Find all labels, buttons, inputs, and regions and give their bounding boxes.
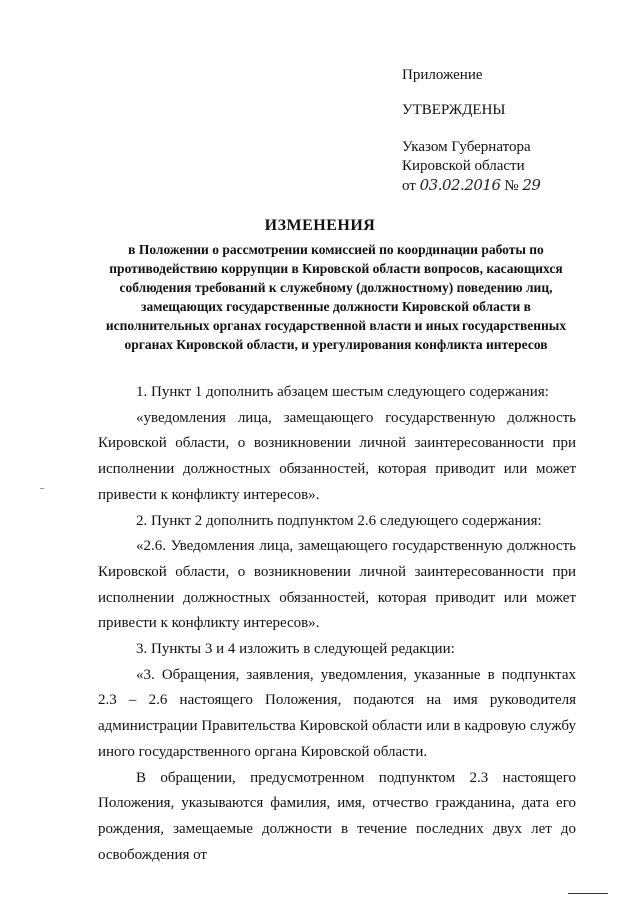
paragraph-4: «2.6. Уведомления лица, замещающего государственную должность Кировской области, о возникновении личной заинтересованности при исполнении должностных обязанностей, которая приводит или может привести к конфликту интересов».: [98, 538, 576, 632]
document-title: ИЗМЕНЕНИЯ: [264, 217, 376, 234]
region-label: Кировской области: [402, 158, 525, 174]
approved-label: УТВЕРЖДЕНЫ: [402, 102, 506, 118]
document-subtitle: в Положении о рассмотрении комиссией по координации работы по противодействию коррупции в Кировской области вопросов, касающихся соблюдения требований к служебному (должностному) поведению лиц, замещающих государственные должности Кировской области в исполнительных органах государственной власти и иных государственных органах Кировской области, и урегулирования конфликта интересов: [105, 242, 567, 352]
handwritten-number: 29: [522, 176, 541, 194]
number-sign: №: [504, 178, 519, 194]
paragraph-7: В обращении, предусмотренном подпунктом 2.3 настоящего Положения, указываются фамилия, имя, отчество гражданина, дата его рождения, замещаемые должности в течение последних двух лет до освобождения от: [98, 769, 576, 863]
decree-label: Указом Губернатора: [402, 139, 531, 155]
paragraph-5: 3. Пункты 3 и 4 изложить в следующей редакции:: [136, 641, 455, 658]
paragraph-2: «уведомления лица, замещающего государственную должность Кировской области, о возникновении личной заинтересованности при исполнении должностных обязанностей, которая приводит или может привести к конфликту интересов».: [98, 409, 576, 503]
document-body: [98, 380, 576, 868]
date-prefix: от: [402, 178, 416, 194]
footer-rule: [568, 893, 608, 894]
appendix-label: Приложение: [402, 67, 483, 83]
scan-artifact: [40, 488, 44, 489]
decree-date-line: [402, 176, 540, 196]
paragraph-3: 2. Пункт 2 дополнить подпунктом 2.6 следующего содержания:: [136, 512, 542, 529]
paragraph-1: 1. Пункт 1 дополнить абзацем шестым следующего содержания:: [136, 384, 549, 400]
handwritten-date: 03.02.2016: [419, 176, 501, 194]
paragraph-6: «3. Обращения, заявления, уведомления, указанные в подпунктах 2.3 – 2.6 настоящего Положения, подаются на имя руководителя администрации Правительства Кировской области или в кадровую службу иного государственного органа Кировской области.: [98, 666, 576, 760]
